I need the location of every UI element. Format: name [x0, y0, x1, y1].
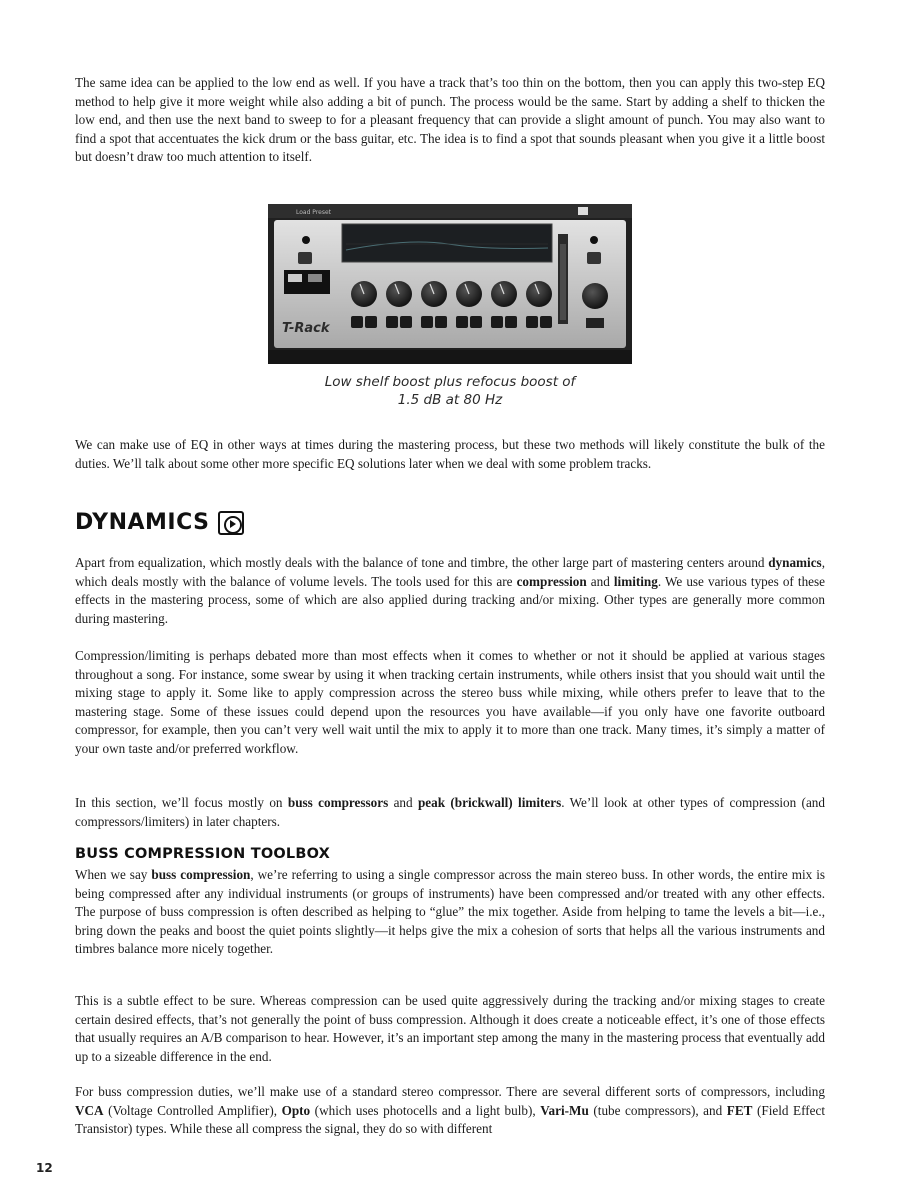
- eq-band-button-3-2: [435, 316, 447, 328]
- paragraph-dynamics-intro: Apart from equalization, which mostly deals with the balance of tone and timbre, the other large part of mastering centers around dynamics, which deals mostly with the balance of volume levels. The tools used for this are compression and limiting. We use various types of these effects in the mastering process, some of which are also applied during tracking and/or mixing. Other types are generally more common during mastering.: [75, 555, 826, 626]
- figure-caption-line1: Low shelf boost plus refocus boost of: [324, 374, 576, 390]
- preset-label: Load Preset: [296, 209, 332, 216]
- paragraph-compression-debate: Compression/limiting is perhaps debated more than most effects when it comes to whether or not it should be applied at various stages throughout a song. For instance, some swear by using it when tracking certain instruments, while others insist that you should wait until the mixing stage to apply it. Some like to apply compression across the stereo buss while mixing, while others prefer to leave that to the mastering stage. Some of these issues could depend upon the resources you have available—if you only have one favorite outboard compressor, for example, then you can’t very well wait until the mix to apply it to more than one track. Many times, it’s simply a matter of your own taste and/or preferred workflow.: [75, 648, 825, 756]
- eq-band-button-6-2: [540, 316, 552, 328]
- audio-play-icon[interactable]: [218, 511, 244, 535]
- brand-logo: T-Rack: [282, 321, 330, 336]
- paragraph-section-focus: In this section, we’ll focus mostly on buss compressors and peak (brickwall) limiters. We’ll look at other types of compression (and compressors/limiters) in later chapters.: [75, 795, 825, 829]
- eq-band-button-1-2: [365, 316, 377, 328]
- subheading-buss-compression-toolbox: BUSS COMPRESSION TOOLBOX: [75, 846, 330, 862]
- eq-band-button-5-1: [491, 316, 503, 328]
- paragraph-buss-compression: When we say buss compression, we’re referring to using a single compressor across the main stereo buss. In other words, the entire mix is being compressed after any individual instruments (or groups of instruments) have been compressed and/or treated with any other effects. The purpose of buss compression is often described as helping to “glue” the mix together. Aside from helping to tame the levels a bit—i.e., bring down the peaks and boost the quiet points slightly—it helps give the mix a cohesion of sorts that helps all the various instruments and timbres balance more nicely together.: [75, 867, 825, 957]
- eq-band-button-2-2: [400, 316, 412, 328]
- eq-plugin-image: [268, 204, 632, 364]
- eq-plugin-screenshot: [268, 204, 632, 364]
- paragraph-subtle-effect: This is a subtle effect to be sure. Whereas compression can be used quite aggressively during the tracking and/or mixing stages to create certain desired effects, that’s not generally the point of buss compression. Although it does create a noticeable effect, it’s one of those effects that usually requires an A/B comparison to hear. However, it’s an important step among the many in the mastering process that eventually add up to a sizeable difference in the end.: [75, 993, 825, 1064]
- eq-band-button-4-1: [456, 316, 468, 328]
- eq-band-button-3-1: [421, 316, 433, 328]
- paragraph-compressor-types: For buss compression duties, we’ll make use of a standard stereo compressor. There are several different sorts of compressors, including VCA (Voltage Controlled Amplifier), Opto (which uses photocells and a light bulb), Vari-Mu (tube compressors), and FET (Field Effect Transistor) types. While these all compress the signal, they do so with different: [75, 1084, 825, 1137]
- section-heading-dynamics-text: DYNAMICS: [75, 510, 210, 535]
- eq-band-button-4-2: [470, 316, 482, 328]
- paragraph-low-end: The same idea can be applied to the low end as well. If you have a track that’s too thin on the bottom, then you can apply this two-step EQ method to help give it more weight while also adding a bit of punch. The process would be the same. Start by adding a shelf to thicken the low end, and then use the next band to sweep to for a pleasant frequency that can provide a slight amount of punch. You may also want to find a spot that accentuates the kick drum or the bass guitar, etc. The idea is to find a spot that sounds pleasant when you give it a little boost but doesn’t draw too much attention to itself.: [75, 75, 825, 165]
- figure-caption-line2: 1.5 dB at 80 Hz: [397, 392, 503, 408]
- paragraph-eq-other-ways: We can make use of EQ in other ways at times during the mastering process, but these two methods will likely constitute the bulk of the duties. We’ll talk about some other more specific EQ solutions later when we deal with some problem tracks.: [75, 437, 825, 471]
- page-number: 12: [36, 1161, 53, 1175]
- eq-band-button-6-1: [526, 316, 538, 328]
- eq-band-button-5-2: [505, 316, 517, 328]
- eq-band-button-2-1: [386, 316, 398, 328]
- section-heading-dynamics: [75, 510, 244, 535]
- eq-band-button-1-1: [351, 316, 363, 328]
